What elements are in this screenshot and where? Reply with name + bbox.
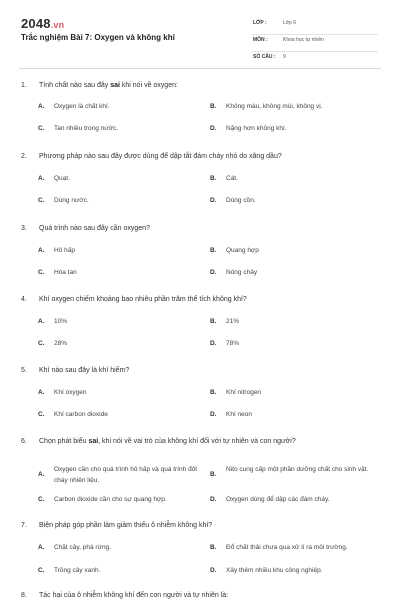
option-letter: D. <box>210 197 217 204</box>
question-number: 6. <box>21 438 27 445</box>
question-number: 3. <box>21 225 27 232</box>
meta-row-subject <box>252 35 378 52</box>
meta-key: MÔN : <box>253 37 268 43</box>
option-text: Cát. <box>226 175 238 182</box>
option-letter: C. <box>38 496 45 503</box>
option-letter: C. <box>38 197 45 204</box>
question-text-emphasis: sai <box>88 438 99 445</box>
option-letter: D. <box>210 340 217 347</box>
header-divider <box>19 68 381 69</box>
option-text: Khí neon <box>226 411 253 418</box>
question-text: Khí oxygen chiếm khoảng bao nhiêu phần trăm thể tích không khí? <box>39 296 247 303</box>
option-letter: A. <box>38 471 45 478</box>
option-letter: A. <box>38 544 45 551</box>
option-text: Nóng chảy <box>226 269 258 276</box>
option-letter: C. <box>38 567 45 574</box>
quiz-title: Trắc nghiệm Bài 7: Oxygen và không khí <box>21 33 175 42</box>
option-text: Quạt. <box>54 175 70 182</box>
option-text: Không màu, không mùi, không vị. <box>226 103 323 110</box>
option-letter: B. <box>210 318 217 325</box>
question-text-emphasis: sai <box>110 82 120 89</box>
option-letter: B. <box>210 103 217 110</box>
question-text-part: Tính chất nào sau đây <box>39 82 111 89</box>
option-text: Quang hợp <box>226 247 259 254</box>
option-letter: D. <box>210 496 217 503</box>
option-letter: A. <box>38 389 45 396</box>
option-text: Dùng cồn. <box>226 197 256 204</box>
meta-key: SỐ CÂU : <box>253 54 276 60</box>
option-letter: D. <box>210 125 217 132</box>
option-text: Hô hấp <box>54 247 75 254</box>
option-text: Dùng nước. <box>54 197 89 204</box>
logo-main: 2048 <box>21 16 51 31</box>
option-text: Hòa tan <box>54 269 77 276</box>
meta-row-count <box>252 52 378 69</box>
option-text: Trồng cây xanh. <box>54 567 101 574</box>
option-letter: B. <box>210 247 217 254</box>
option-letter: C. <box>38 411 45 418</box>
option-text: Khí carbon dioxide <box>54 411 108 418</box>
question-text: Quá trình nào sau đây cần oxygen? <box>39 225 150 232</box>
question-text <box>39 82 379 89</box>
option-text: 28% <box>54 340 68 347</box>
option-letter: C. <box>38 340 45 347</box>
question-number: 8. <box>21 592 27 599</box>
option-text: 10% <box>54 318 68 325</box>
option-letter: C. <box>38 269 45 276</box>
question-text <box>39 438 379 445</box>
question-number: 7. <box>21 522 27 529</box>
option-text: Khí nitrogen <box>226 389 262 396</box>
option-text: 21% <box>226 318 240 325</box>
option-letter: A. <box>38 175 45 182</box>
option-letter: C. <box>38 125 45 132</box>
option-text: Nặng hơn không khí. <box>226 125 287 132</box>
option-text: Xây thêm nhiều khu công nghiệp. <box>226 567 323 574</box>
option-letter: B. <box>210 471 217 478</box>
option-letter: B. <box>210 175 217 182</box>
option-text: Đổ chất thải chưa qua xử lí ra môi trường. <box>226 544 348 551</box>
quiz-header <box>0 0 400 70</box>
meta-row-class <box>252 18 378 35</box>
meta-key: LỚP : <box>253 20 267 26</box>
option-letter: D. <box>210 411 217 418</box>
question-text-part: khi nói về oxygen: <box>119 82 178 89</box>
option-letter: B. <box>210 544 217 551</box>
option-text: Oxygen dùng để dập các đám cháy. <box>226 496 330 503</box>
option-letter: D. <box>210 269 217 276</box>
question-number: 2. <box>21 153 27 160</box>
option-text: Oxygen cần cho quá trình hô hấp và quá trình đốt cháy nhiên liệu. <box>54 466 198 484</box>
option-text: Tan nhiều trong nước. <box>54 125 118 132</box>
option-text: Carbon dioxide cần cho sự quang hợp. <box>54 496 167 503</box>
question-number: 1. <box>21 82 27 89</box>
question-text-part: , khi nói về vai trò của không khí đối với tự nhiên và con người? <box>98 438 296 445</box>
option-letter: A. <box>38 318 45 325</box>
question-text-part: Chọn phát biểu <box>39 438 89 445</box>
option-text: 78% <box>226 340 240 347</box>
meta-value: Lớp 6 <box>283 20 297 26</box>
question-number: 5. <box>21 367 27 374</box>
option-text: Khí oxygen <box>54 389 87 396</box>
site-logo[interactable] <box>21 16 64 31</box>
question-text: Phương pháp nào sau đây được dùng để dập tắt đám cháy nhỏ do xăng dầu? <box>39 153 282 160</box>
question-text: Khí nào sau đây là khí hiếm? <box>39 367 130 374</box>
question-number: 4. <box>21 296 27 303</box>
quiz-meta <box>252 18 378 69</box>
question-text: Biện pháp góp phần làm giảm thiểu ô nhiễm không khí? <box>39 522 213 529</box>
option-letter: A. <box>38 103 45 110</box>
option-letter: D. <box>210 567 217 574</box>
option-letter: A. <box>38 247 45 254</box>
option-text: Chặt cây, phá rừng. <box>54 544 111 551</box>
meta-value: 9 <box>283 54 286 60</box>
option-text: Oxygen là chất khí. <box>54 103 110 110</box>
option-letter: B. <box>210 389 217 396</box>
question-text: Tác hại của ô nhiễm không khí đến con người và tự nhiên là: <box>39 592 229 599</box>
meta-value: Khoa học tự nhiên <box>283 37 324 43</box>
option-text: Nito cung cấp một phần dưỡng chất cho sinh vật. <box>226 466 369 473</box>
logo-suffix: .vn <box>50 20 65 30</box>
